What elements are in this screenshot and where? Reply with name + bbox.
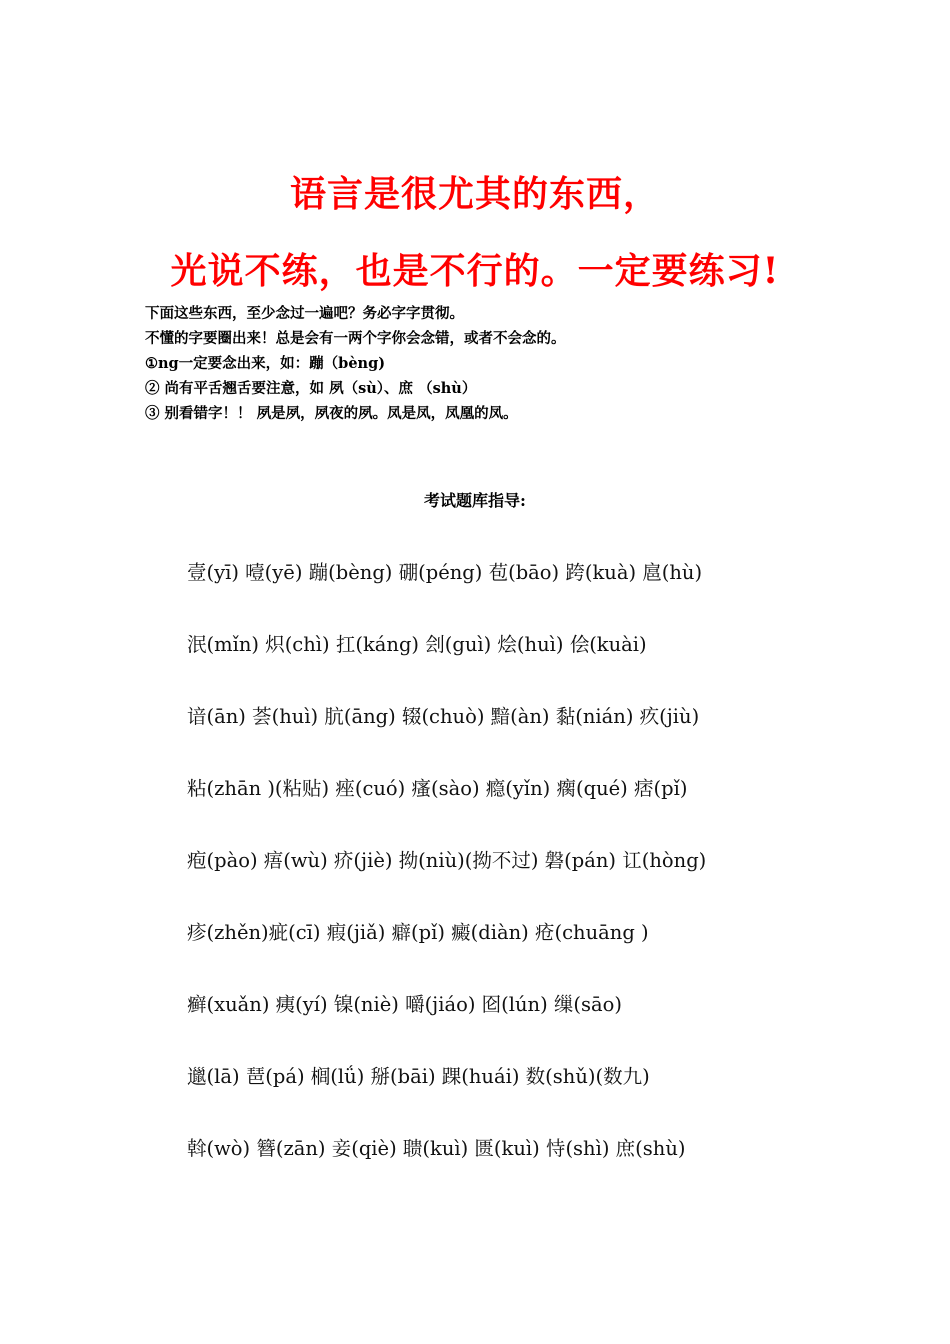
pinyin-line: 谙(ān) 荟(huì) 肮(āng) 辍(chuò) 黯(àn) 黏(nián) 疚(jiù) — [187, 705, 700, 728]
page-title-line-2: 光说不练，也是不行的。一定要练习! — [170, 250, 780, 292]
pinyin-line: 斡(wò) 簪(zān) 妾(qiè) 聩(kuì) 匮(kuì) 恃(shì) 庶(shù) — [187, 1137, 686, 1160]
note-line: ② 尚有平舌翘舌要注意，如 夙（sù）、庶 （shù） — [145, 380, 477, 397]
pinyin-line: 疱(pào) 痦(wù) 疥(jiè) 拗(niù)(拗不过) 磐(pán) 讧(hòng) — [187, 849, 707, 872]
pinyin-line: 疹(zhěn)疵(cī) 瘕(jiǎ) 癖(pǐ) 癜(diàn) 疮(chuāng ) — [187, 921, 649, 944]
page-title-line-1: 语言是很尤其的东西， — [289, 173, 660, 215]
note-line: ③ 别看错字！！ 夙是夙，夙夜的夙。凤是凤，凤凰的凤。 — [145, 405, 518, 422]
pinyin-line: 粘(zhān )(粘贴) 痤(cuó) 瘙(sào) 瘾(yǐn) 瘸(qué) 痞(pǐ) — [187, 777, 688, 800]
note-line: 下面这些东西，至少念过一遍吧？务必字字贯彻。 — [145, 305, 464, 322]
pinyin-line: 癣(xuǎn) 痍(yí) 镍(niè) 嚼(jiáo) 囵(lún) 缫(sāo) — [187, 993, 622, 1016]
pinyin-line: 邋(lā) 琶(pá) 榈(lǘ) 掰(bāi) 踝(huái) 数(shǔ)(数九) — [187, 1065, 650, 1088]
note-line: 不懂的字要圈出来！总是会有一两个字你会念错，或者不会念的。 — [145, 330, 566, 347]
guide-heading: 考试题库指导: — [424, 491, 526, 510]
pinyin-line: 泯(mǐn) 炽(chì) 扛(káng) 刽(guì) 烩(huì) 侩(kuài) — [187, 633, 647, 656]
note-line: ①ng一定要念出来，如：蹦（bèng) — [145, 355, 386, 372]
pinyin-line: 壹(yī) 噎(yē) 蹦(bèng) 硼(péng) 苞(bāo) 跨(kuà) 扈(hù) — [187, 561, 703, 584]
